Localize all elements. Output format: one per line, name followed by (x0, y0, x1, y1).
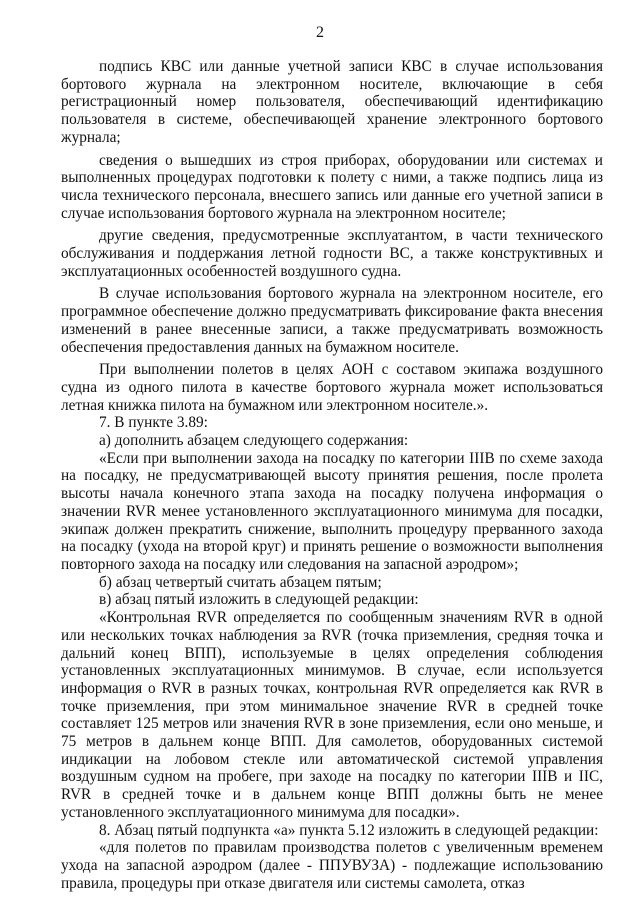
paragraph: 7. В пункте 3.89: (99, 414, 208, 432)
paragraph: другие сведения, предусмотренные эксплуатантом, в части технического обслуживания и поддержания летной годности ВС, а также конструктивных и эксплуатационных особенностей воздушного судна. (61, 227, 603, 280)
paragraph: При выполнении полетов в целях АОН с составом экипажа воздушного судна из одного пилота в качестве бортового журнала может использоваться летная книжка пилота на бумажном или электронном носителе.». (61, 361, 603, 414)
paragraph: сведения о вышедших из строя приборах, оборудовании или системах и выполненных процедурах подготовки к полету с ними, а также подпись лица из числа технического персонала, внесшего запись или данные его учетной записи в случае использования бортового журнала на электронном носителе; (61, 151, 603, 222)
paragraph: а) дополнить абзацем следующего содержания: (99, 432, 409, 450)
paragraph: В случае использования бортового журнала на электронном носителе, его программное обеспечение должно предусматривать фиксирование факта внесения изменений в ранее внесенные записи, а также предусматривать возможность обеспечения предоставления данных на бумажном носителе. (61, 285, 603, 356)
paragraph: в) абзац пятый изложить в следующей редакции: (99, 591, 419, 609)
paragraph: 8. Абзац пятый подпункта «а» пункта 5.12 изложить в следующей редакции: (99, 821, 599, 839)
document-body (61, 58, 603, 892)
paragraph: «Контрольная RVR определяется по сообщенным значениям RVR в одной или нескольких точках наблюдения за RVR (точка приземления, средняя точка и дальний конец ВПП), используемые в целях определения соблюдения установленных эксплуатационных минимумов. В случае, если используется информация о RVR в разных точках, контрольная RVR определяется как RVR в точке приземления, при этом минимальное значение RVR в средней точке составляет 125 метров или значения RVR в зоне приземления, если оно меньше, и 75 метров в дальнем конце ВПП. Для самолетов, оборудованных системой индикации на лобовом стекле или автоматической системой управления воздушным судном на пробеге, при заходе на посадку по категории IIIВ и IIС, RVR в средней точке и в дальнем конце ВПП должны быть не менее установленного эксплуатационного минимума для посадки». (61, 609, 603, 821)
paragraph: подпись КВС или данные учетной записи КВС в случае использования бортового журнала на электронном носителе, включающие в себя регистрационный номер пользователя, обеспечивающий идентификацию пользователя в системе, обеспечивающей хранение электронного бортового журнала; (61, 58, 603, 146)
paragraph: «для полетов по правилам производства полетов с увеличенным временем ухода на запасной аэродром (далее - ППУВУЗА) - подлежащие использованию правила, процедуры при отказе двигателя или системы самолета, отказ (61, 839, 603, 892)
paragraph: «Если при выполнении захода на посадку по категории IIIВ по схеме захода на посадку, не предусматривающей высоту принятия решения, после пролета высоты начала конечного этапа захода на посадку получена информация о значении RVR менее установленного эксплуатационного минимума для посадки, экипаж должен прекратить снижение, выполнить процедуру прерванного захода на посадку (ухода на второй круг) и принять решение о возможности выполнения повторного захода на посадку или следования на запасной аэродром»; (61, 449, 603, 573)
paragraph: б) абзац четвертый считать абзацем пятым; (99, 573, 382, 591)
page-number: 2 (316, 24, 324, 41)
